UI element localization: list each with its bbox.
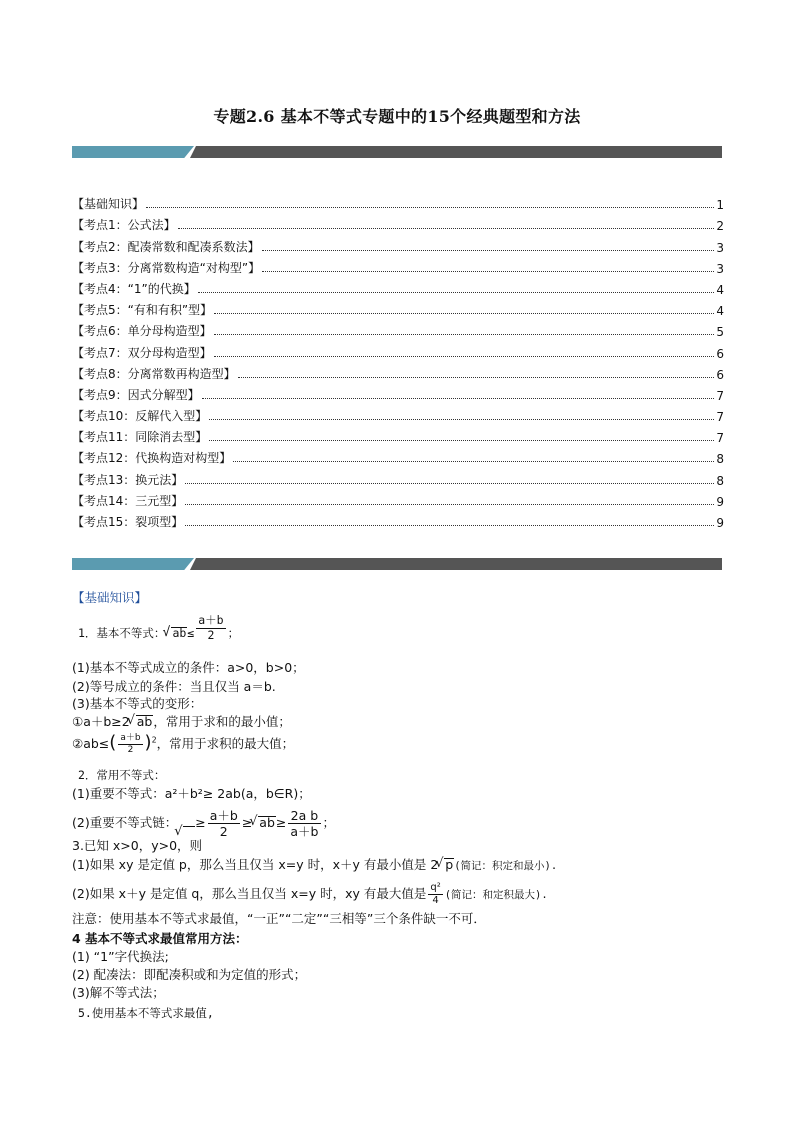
toc-leader-dots — [238, 377, 715, 378]
page-title: 专题2.6 基本不等式专题中的15个经典题型和方法 — [213, 107, 581, 126]
toc-entry[interactable] — [72, 466, 724, 487]
toc-entry-page-number: 9 — [716, 494, 724, 509]
header-divider-bar — [72, 146, 722, 158]
text-line: (3)基本不等式的变形： — [72, 696, 203, 711]
toc-entry-label: 【考点4：“1”的代换】 — [72, 281, 196, 296]
item-basic-inequality: 1．基本不等式：√ ab≤ $\frac{a+b}{2}$ ； — [72, 624, 239, 643]
item-label: 1．基本不等式： — [78, 625, 166, 640]
toc-leader-dots — [185, 483, 714, 484]
toc-entry-page-number: 6 — [716, 346, 724, 361]
text-line: 3.已知 x>0，y>0，则 — [72, 838, 203, 853]
toc-entry[interactable] — [72, 191, 724, 212]
toc-entry-page-number: 7 — [716, 388, 724, 403]
toc-leader-dots — [209, 440, 714, 441]
toc-leader-dots — [185, 525, 714, 526]
toc-entry-label: 【考点9：因式分解型】 — [72, 387, 200, 402]
toc-leader-dots — [185, 504, 714, 505]
text-line: (2)等号成立的条件：当且仅当 a＝b. — [72, 679, 276, 694]
toc-entry-label: 【考点11：同除消去型】 — [72, 430, 208, 445]
toc-entry[interactable] — [72, 424, 724, 445]
toc-entry[interactable] — [72, 255, 724, 276]
toc-entry[interactable] — [72, 361, 724, 382]
toc-entry-label: 【考点3：分离常数构造“对构型”】 — [72, 260, 261, 275]
toc-entry-label: 【考点8：分离常数再构造型】 — [72, 366, 236, 381]
table-of-contents — [72, 191, 724, 530]
toc-entry[interactable] — [72, 382, 724, 403]
toc-entry[interactable] — [72, 488, 724, 509]
fraction-a-plus-b-over-2: $\frac{a+b}{2}$ — [198, 613, 224, 642]
text-line-min-sum: (1)如果 xy 是定值 p，那么当且仅当 x=y 时，x＋y 有最小值是 2√ p(简记：积定和最小). — [72, 858, 557, 872]
toc-entry[interactable] — [72, 509, 724, 530]
toc-leader-dots — [214, 334, 715, 335]
sqrt-ab: √ ab — [171, 627, 187, 640]
divider-blue-segment — [72, 146, 194, 158]
toc-entry-page-number: 3 — [716, 261, 724, 276]
toc-entry-label: 【考点6：单分母构造型】 — [72, 324, 212, 339]
toc-entry-page-number: 5 — [716, 325, 724, 340]
toc-leader-dots — [178, 228, 715, 229]
text-line: (2) 配凑法：即配凑积或和为定值的形式； — [72, 967, 307, 982]
toc-entry-label: 【考点1：公式法】 — [72, 218, 176, 233]
toc-entry-page-number: 4 — [716, 304, 724, 319]
toc-leader-dots — [198, 292, 715, 293]
inequality-chain: (2)重要不等式链：√ ≥ $\frac{a+b}{2}$ ≥√ ab≥ $\frac{\text{2a b}}{a+b}$ ； — [72, 808, 335, 839]
toc-entry-page-number: 9 — [716, 516, 724, 530]
text-line-variant-2: ②ab≤( $\frac{a+b}{2}$ )$^2$，常用于求积的最大值； — [72, 731, 295, 755]
text-line: (1) “1”字代换法; — [72, 949, 169, 964]
toc-entry-page-number: 3 — [716, 240, 724, 255]
toc-leader-dots — [233, 461, 714, 462]
section-divider-bar — [72, 558, 722, 570]
toc-entry-label: 【考点12：代换构造对构型】 — [72, 451, 232, 466]
text-line: 5.使用基本不等式求最值, — [78, 1006, 214, 1020]
toc-entry-label: 【考点14：三元型】 — [72, 493, 184, 508]
toc-entry-page-number: 8 — [716, 452, 724, 467]
toc-entry[interactable] — [72, 276, 724, 297]
toc-leader-dots — [209, 419, 714, 420]
toc-entry-label: 【考点5：“有和有积”型】 — [72, 303, 213, 318]
toc-entry[interactable] — [72, 297, 724, 318]
toc-entry-label: 【考点7：双分母构造型】 — [72, 345, 212, 360]
text-line: (1)基本不等式成立的条件：a>0，b>0； — [72, 660, 305, 675]
divider-blue-segment — [72, 558, 194, 570]
toc-entry[interactable] — [72, 233, 724, 254]
toc-leader-dots — [262, 250, 715, 251]
toc-leader-dots — [146, 207, 714, 208]
toc-leader-dots — [214, 313, 714, 314]
toc-entry-page-number: 2 — [716, 219, 724, 234]
section-heading: 【基础知识】 — [72, 590, 148, 605]
toc-entry-page-number: 7 — [716, 431, 724, 446]
toc-entry-label: 【考点10：反解代入型】 — [72, 409, 208, 424]
divider-grey-segment — [190, 558, 722, 570]
le-symbol: ≤ — [187, 625, 195, 640]
toc-entry[interactable] — [72, 212, 724, 233]
toc-entry-label: 【考点2：配凑常数和配凑系数法】 — [72, 239, 260, 254]
toc-entry-page-number: 6 — [716, 367, 724, 382]
toc-entry[interactable] — [72, 318, 724, 339]
toc-entry-page-number: 1 — [716, 198, 724, 213]
toc-entry[interactable] — [72, 403, 724, 424]
toc-entry-label: 【基础知识】 — [72, 197, 145, 212]
toc-entry-page-number: 7 — [716, 410, 724, 425]
toc-entry[interactable] — [72, 445, 724, 466]
text-line-note: 注意：使用基本不等式求最值，“一正”“二定”“三相等”三个条件缺一不可． — [72, 911, 486, 926]
toc-entry-page-number: 8 — [716, 473, 724, 488]
toc-leader-dots — [262, 271, 714, 272]
toc-leader-dots — [214, 356, 715, 357]
text-line-max-product: (2)如果 x＋y 是定值 q，那么当且仅当 x=y 时，xy 有最大值是 $\frac{\text{q²}}{4}$ (简记：和定积最大). — [72, 882, 548, 906]
divider-grey-segment — [190, 146, 722, 158]
toc-leader-dots — [202, 398, 715, 399]
text-line-variant-1: ①a＋b≥2√ ab，常用于求和的最小值； — [72, 715, 291, 729]
text-line: 4 基本不等式求最值常用方法： — [72, 931, 248, 946]
toc-entry-label: 【考点13：换元法】 — [72, 472, 184, 487]
text-line: (1)重要不等式：a²＋b²≥ 2ab(a，b∈R)； — [72, 786, 311, 801]
item-common-inequalities: 2．常用不等式： — [78, 768, 166, 782]
text-line: (3)解不等式法； — [72, 985, 165, 1000]
toc-entry-label: 【考点15：裂项型】 — [72, 515, 184, 529]
toc-entry[interactable] — [72, 339, 724, 360]
toc-entry-page-number: 4 — [716, 282, 724, 297]
